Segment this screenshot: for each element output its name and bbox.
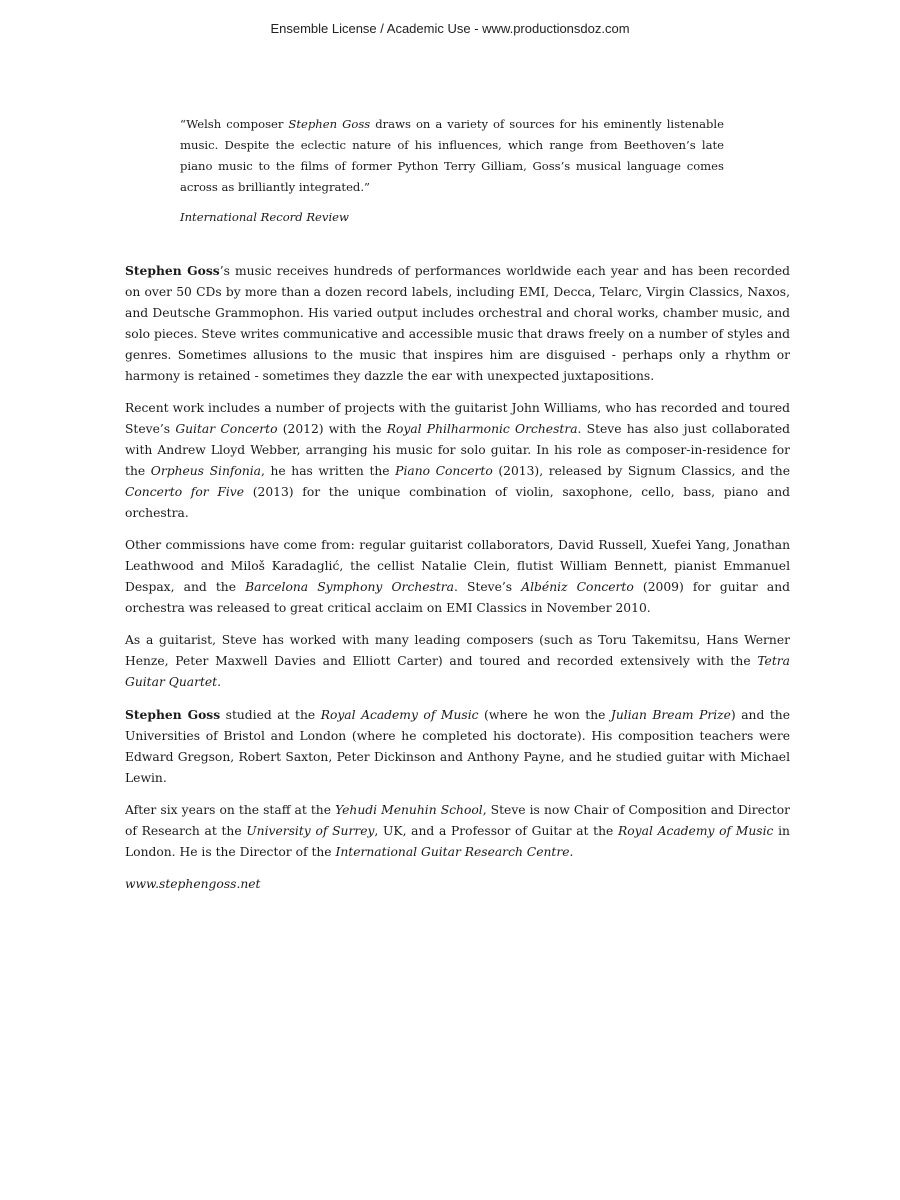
quote-source: International Record Review <box>180 210 349 224</box>
press-quote <box>180 114 724 228</box>
bio-paragraph-6: After six years on the staff at the Yehudi Menuhin School, Steve is now Chair of Composition and Director of Research at the University of Surrey, UK, and a Professor of Guitar at the Royal Academy of Music in London. He is the Director of the International Guitar Research Centre. <box>125 803 791 859</box>
composer-name: Stephen Goss <box>125 263 220 278</box>
composer-name: Stephen Goss <box>125 707 221 722</box>
license-header: Ensemble License / Academic Use - www.productionsdoz.com <box>270 21 630 36</box>
quote-composer-name: Stephen Goss <box>288 117 371 131</box>
bio-paragraph-1: Stephen Goss’s music receives hundreds of performances worldwide each year and has been recorded on over 50 CDs by more than a dozen record labels, including EMI, Decca, Telarc, Virgin Classics, Naxos, and Deutsche Grammophon. His varied output includes orchestral and choral works, chamber music, and solo pieces. Steve writes communicative and accessible music that draws freely on a number of styles and genres. Sometimes allusions to the music that inspires him are disguised - perhaps only a rhythm or harmony is retained - sometimes they dazzle the ear with unexpected juxtapositions. <box>125 263 790 383</box>
bio-paragraph-2: Recent work includes a number of projects with the guitarist John Williams, who has recorded and toured Steve’s Guitar Concerto (2012) with the Royal Philharmonic Orchestra. Steve has also just collaborated with Andrew Lloyd Webber, arranging his music for solo guitar. In his role as composer-in-residence for the Orpheus Sinfonia, he has written the Piano Concerto (2013), released by Signum Classics, and the Concerto for Five (2013) for the unique combination of violin, saxophone, cello, bass, piano and orchestra. <box>125 401 790 520</box>
bio-paragraph-4: As a guitarist, Steve has worked with many leading composers (such as Toru Takemitsu, Hans Werner Henze, Peter Maxwell Davies and Elliott Carter) and toured and recorded extensively with the Tetra Guitar Quartet. <box>125 633 790 689</box>
biography <box>125 260 790 906</box>
website-link[interactable]: www.stephengoss.net <box>125 877 261 891</box>
bio-paragraph-5: Stephen Goss studied at the Royal Academy of Music (where he won the Julian Bream Prize) and the Universities of Bristol and London (where he completed his doctorate). His composition teachers were Edward Gregson, Robert Saxton, Peter Dickinson and Anthony Payne, and he studied guitar with Michael Lewin. <box>125 707 790 785</box>
quote-text: “Welsh composer Stephen Goss draws on a variety of sources for his eminently listenable music. Despite the eclectic nature of his influences, which range from Beethoven’s late piano music to the films of former Python Terry Gilliam, Goss’s musical language comes across as brilliantly integrated.” <box>180 117 724 194</box>
bio-paragraph-3: Other commissions have come from: regular guitarist collaborators, David Russell, Xuefei Yang, Jonathan Leathwood and Miloš Karadaglić, the cellist Natalie Clein, flutist William Bennett, pianist Emmanuel Despax, and the Barcelona Symphony Orchestra. Steve’s Albéniz Concerto (2009) for guitar and orchestra was released to great critical acclaim on EMI Classics in November 2010. <box>125 538 790 615</box>
